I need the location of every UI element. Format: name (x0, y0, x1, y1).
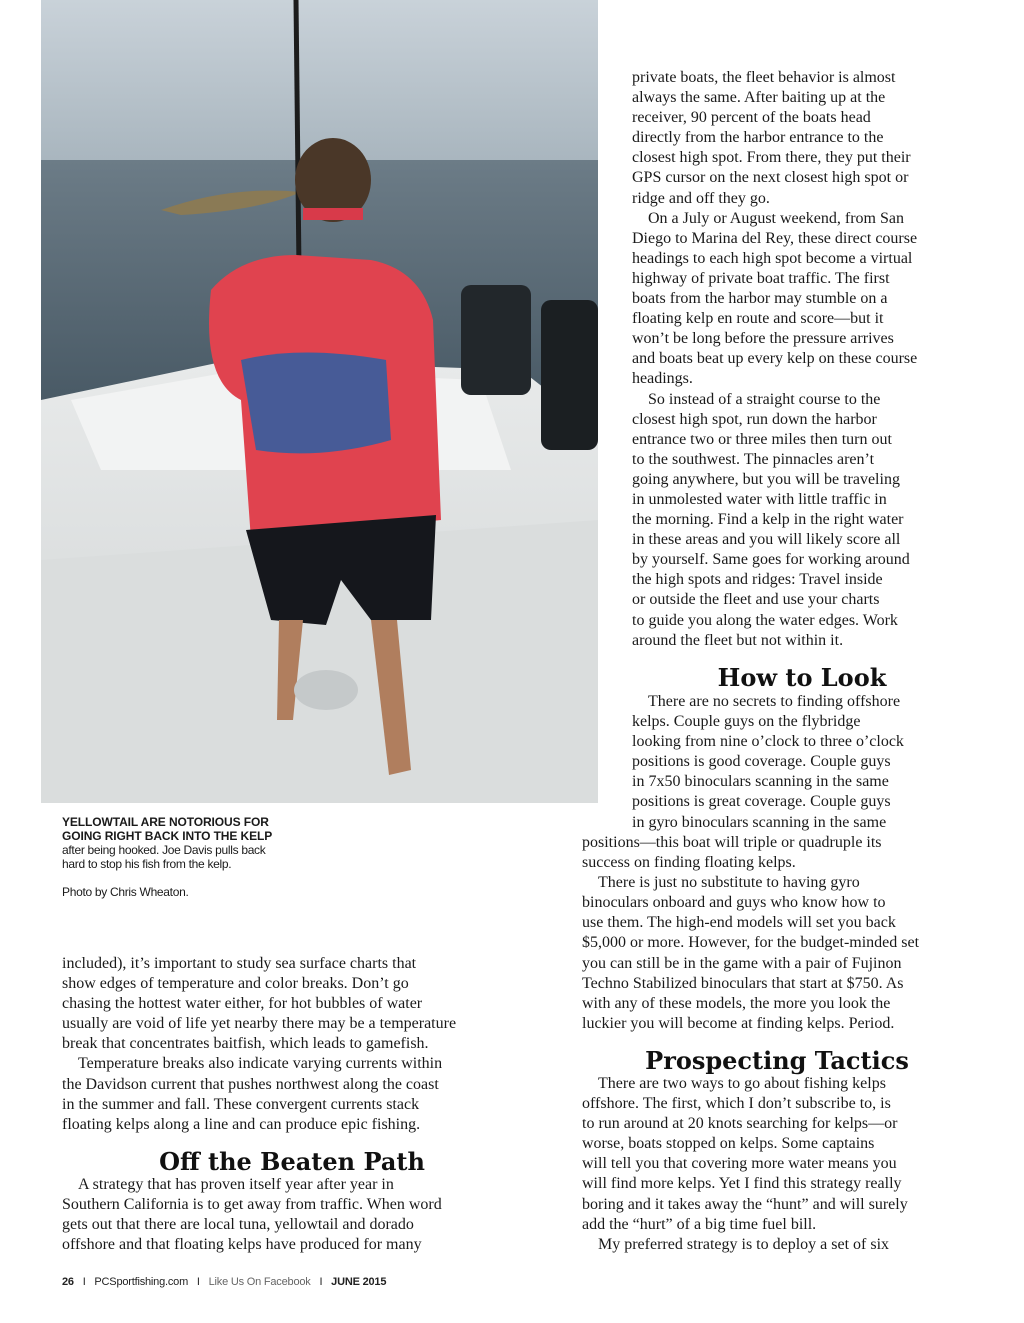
text-line: with any of these models, the more you look the (582, 994, 891, 1012)
text-line: positions—this boat will triple or quadruple its (582, 834, 882, 851)
text-line: in 7x50 binoculars scanning in the same (632, 773, 889, 791)
text-line: the high spots and ridges: Travel inside (632, 571, 883, 589)
text-line: So instead of a straight course to the (648, 390, 881, 408)
text-line: or outside the fleet and use your charts (632, 591, 880, 609)
text-line: offshore and that floating kelps have produced for many (62, 1236, 422, 1254)
text-line: boats from the harbor may stumble on a (632, 290, 888, 308)
text-line: luckier you will become at finding kelps. Period. (582, 1014, 895, 1032)
text-line: won’t be long before the pressure arrives (632, 330, 894, 348)
text-line: GPS cursor on the next closest high spot or (632, 169, 909, 187)
text-line: the Davidson current that pushes northwest along the coast (62, 1075, 439, 1093)
text-line: Techno Stabilized binoculars that start at $750. As (582, 974, 904, 992)
text-line: to guide you along the water edges. Work (632, 611, 898, 629)
text-line: going anywhere, but you will be traveling (632, 470, 900, 488)
text-line: you can still be in the game with a pair of Fujinon (582, 954, 902, 972)
text-line: to run around at 20 knots searching for kelps—or (582, 1115, 898, 1133)
text-line: use them. The high-end models will set you back (582, 914, 896, 932)
fishing-photo (41, 0, 598, 803)
text-line: positions is great coverage. Couple guys (632, 793, 891, 811)
text-line: to the southwest. The pinnacles aren’t (632, 450, 875, 468)
text-line: in gyro binoculars scanning in the same (632, 813, 887, 831)
paragraph (632, 692, 972, 833)
text-line: break that concentrates baitfish, which leads to gamefish. (62, 1035, 429, 1053)
text-line: There are no secrets to finding offshore (648, 693, 901, 710)
text-line: Southern California is to get away from traffic. When word (62, 1196, 442, 1214)
text-line: headings. (632, 370, 693, 388)
text-line: add the “hurt” of a big time fuel bill. (582, 1215, 817, 1233)
text-line: floating kelp en route and score—but it (632, 310, 884, 328)
caption-text (62, 843, 312, 871)
footer-separator: I (82, 1276, 86, 1288)
text-line: directly from the harbor entrance to the (632, 129, 884, 147)
footer-separator: I (319, 1276, 323, 1288)
right-column-bottom (582, 833, 972, 1034)
text-line: worse, boats stopped on kelps. Some captains (582, 1135, 875, 1153)
paragraph (62, 954, 512, 1054)
text-line: and boats beat up every kelp on these course (632, 350, 918, 368)
paragraph (632, 390, 972, 651)
text-line: closest high spot. From there, they put their (632, 149, 911, 167)
text-line: offshore. The first, which I don’t subscribe to, is (582, 1095, 891, 1113)
text-line: closest high spot, run down the harbor (632, 410, 877, 428)
text-line: positions is good coverage. Couple guys (632, 753, 891, 771)
text-line: floating kelps along a line and can produce epic fishing. (62, 1115, 421, 1133)
text-line: My preferred strategy is to deploy a set of six (598, 1235, 890, 1253)
text-line: success on finding floating kelps. (582, 854, 796, 872)
caption-text-line: hard to stop his fish from the kelp. (62, 857, 232, 871)
text-line: usually are void of life yet nearby there may be a temperature (62, 1015, 457, 1033)
text-line: gets out that there are local tuna, yellowtail and dorado (62, 1216, 414, 1234)
photo-caption (62, 815, 312, 899)
text-line: will tell you that covering more water means you (582, 1155, 897, 1173)
left-column (62, 954, 512, 1135)
paragraph (582, 833, 972, 873)
issue-date: JUNE 2015 (331, 1276, 387, 1288)
right-column-top (632, 68, 972, 651)
text-line: show edges of temperature and color breaks. Don’t go (62, 975, 409, 993)
paragraph (582, 1235, 972, 1255)
fishing-photo-icon (41, 0, 598, 803)
text-line: boring and it takes away the “hunt” and will surely (582, 1195, 908, 1213)
text-line: the morning. Find a kelp in the right water (632, 511, 904, 529)
paragraph (582, 873, 972, 1034)
text-line: There are two ways to go about fishing kelps (598, 1075, 886, 1092)
page-number: 26 (62, 1276, 74, 1288)
caption-headline-line: GOING RIGHT BACK INTO THE KELP (62, 829, 273, 843)
text-line: headings to each high spot become a virtual (632, 249, 913, 267)
text-line: There is just no substitute to having gyro (598, 874, 860, 892)
footer-separator: I (196, 1276, 200, 1288)
text-line: always the same. After baiting up at the (632, 89, 886, 107)
facebook-link[interactable]: Like Us On Facebook (208, 1276, 311, 1288)
text-line: in the summer and fall. These convergent currents stack (62, 1095, 420, 1113)
paragraph (632, 209, 972, 390)
how-to-look-upper (632, 692, 972, 833)
text-line: On a July or August weekend, from San (648, 209, 904, 227)
paragraph (62, 1054, 512, 1134)
paragraph (632, 68, 972, 209)
text-line: in these areas and you will likely score all (632, 531, 901, 549)
text-line: entrance two or three miles then turn out (632, 430, 892, 448)
caption-headline (62, 815, 312, 843)
text-line: Temperature breaks also indicate varying currents within (78, 1055, 443, 1073)
prospecting-body (582, 1074, 972, 1255)
text-line: chasing the hottest water either, for hot bubbles of water (62, 995, 423, 1013)
text-line: Diego to Marina del Rey, these direct course (632, 229, 918, 247)
page-footer (62, 1276, 386, 1288)
text-line: binoculars onboard and guys who know how to (582, 894, 886, 912)
off-beaten-body (62, 1175, 522, 1255)
text-line: included), it’s important to study sea surface charts that (62, 955, 417, 972)
section-heading-off-the-beaten-path: Off the Beaten Path (159, 1147, 425, 1176)
website-link[interactable]: PCSportfishing.com (94, 1276, 189, 1288)
section-heading-prospecting-tactics: Prospecting Tactics (645, 1046, 909, 1075)
text-line: by yourself. Same goes for working around (632, 551, 910, 569)
text-line: will find more kelps. Yet I find this strategy really (582, 1175, 902, 1193)
photo-credit: Photo by Chris Wheaton. (62, 885, 189, 899)
section-heading-how-to-look: How to Look (717, 663, 887, 692)
text-line: $5,000 or more. However, for the budget-minded set (582, 934, 920, 952)
text-line: kelps. Couple guys on the flybridge (632, 713, 861, 731)
text-line: around the fleet but not within it. (632, 631, 844, 649)
caption-text-line: after being hooked. Joe Davis pulls back (62, 843, 266, 857)
caption-headline-line: YELLOWTAIL ARE NOTORIOUS FOR (62, 815, 269, 829)
text-line: in unmolested water with little traffic in (632, 490, 887, 508)
text-line: receiver, 90 percent of the boats head (632, 109, 871, 127)
text-line: private boats, the fleet behavior is almost (632, 69, 896, 86)
text-line: looking from nine o’clock to three o’clock (632, 733, 904, 751)
text-line: ridge and off they go. (632, 189, 770, 207)
paragraph (62, 1175, 522, 1255)
text-line: A strategy that has proven itself year after year in (78, 1176, 394, 1193)
text-line: highway of private boat traffic. The first (632, 269, 890, 287)
paragraph (582, 1074, 972, 1235)
